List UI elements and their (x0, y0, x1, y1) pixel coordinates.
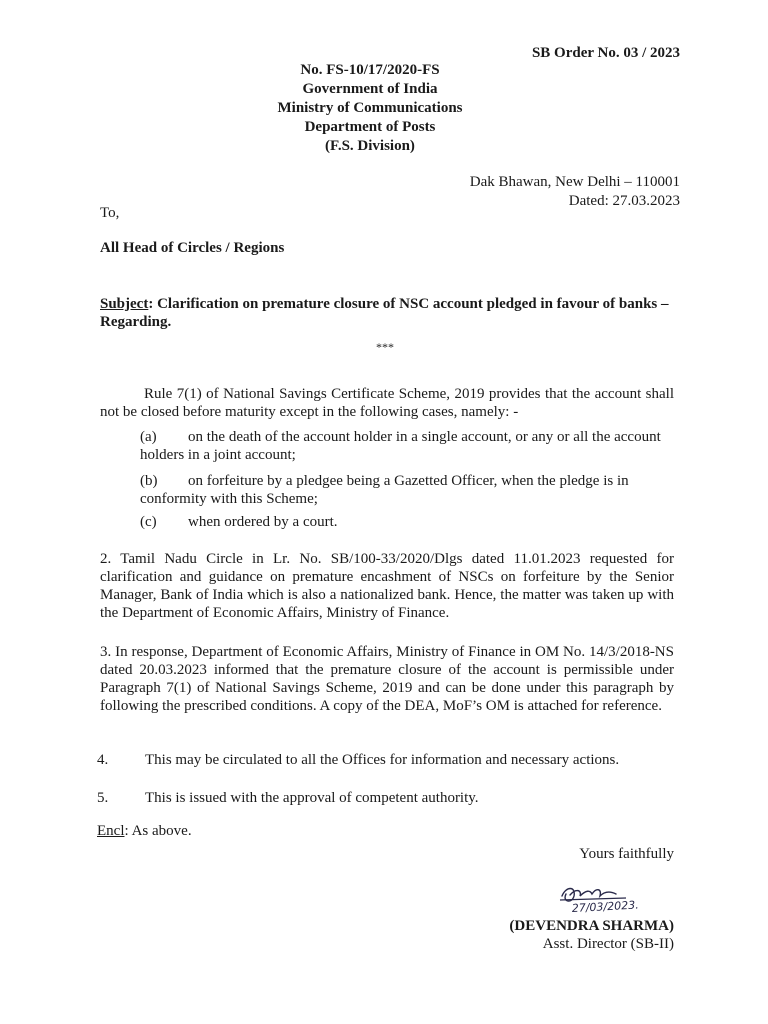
division-line: (F.S. Division) (325, 138, 415, 154)
paragraph-3: 3. In response, Department of Economic Affairs, Ministry of Finance in OM No. 14/3/2018-NS dated 20.03.2023 informed that the premature closure of the account is permissible under Paragraph 7(1) of National Savings Scheme, 2019 and can be done under this paragraph by following the prescribed conditions. A copy of the DEA, MoF’s OM is attached for reference. (100, 644, 674, 714)
place-date-block (470, 173, 680, 211)
enclosure-label: Encl (97, 823, 125, 839)
paragraph-2: 2. Tamil Nadu Circle in Lr. No. SB/100-33/2020/Dlgs dated 11.01.2023 requested for clarification and guidance on premature encashment of NSCs on forfeiture by the Senior Manager, Bank of India which is also a nationalized bank. Hence, the matter was taken up with the Department of Economic Affairs, Ministry of Finance. (100, 551, 674, 621)
handwritten-signature (556, 882, 676, 916)
subject (100, 295, 670, 331)
department-line: Department of Posts (304, 119, 436, 135)
clause-a (140, 428, 674, 464)
paragraph-4 (97, 752, 677, 769)
place: Dak Bhawan, New Delhi – 110001 (469, 174, 680, 190)
dated: Dated: 27.03.2023 (568, 193, 680, 209)
clause-label: (a) (140, 429, 157, 445)
signatory-designation: Asst. Director (SB-II) (542, 936, 674, 952)
enclosure-text: : As above. (124, 823, 192, 839)
paragraph-1: Rule 7(1) of National Savings Certificate Scheme, 2019 provides that the account shall not be closed before maturity except in the following cases, namely: - (100, 386, 674, 420)
addressee: All Head of Circles / Regions (100, 240, 285, 256)
separator-stars: *** (376, 340, 394, 354)
subject-label: Subject (100, 296, 149, 312)
clause-label: (b) (140, 473, 158, 489)
file-number: No. FS-10/17/2020-FS (300, 62, 440, 78)
subject-text: : Clarification on premature closure of NSC account pledged in favour of banks – Regarding. (100, 296, 669, 330)
clause-text: when ordered by a court. (188, 514, 338, 530)
clause-b (140, 472, 674, 508)
enclosure (97, 823, 192, 840)
government-line: Government of India (302, 81, 438, 97)
paragraph-text: This may be circulated to all the Offices for information and necessary actions. (145, 752, 620, 768)
clause-label: (c) (140, 514, 157, 530)
order-number: SB Order No. 03 / 2023 (531, 45, 680, 61)
clause-text: on the death of the account holder in a single account, or any or all the account holders in a joint account; (140, 429, 661, 463)
letterhead (250, 61, 490, 156)
paragraph-number: 4. (97, 752, 109, 768)
clause-text: on forfeiture by a pledgee being a Gazetted Officer, when the pledge is in conformity with this Scheme; (140, 473, 629, 507)
closing: Yours faithfully (579, 846, 674, 862)
paragraph-text: This is issued with the approval of competent authority. (145, 790, 479, 806)
to-label: To, (100, 205, 120, 221)
paragraph-number: 5. (97, 790, 109, 806)
signature-date: 27/03/2023. (571, 898, 639, 915)
signatory-name: (DEVENDRA SHARMA) (509, 918, 674, 934)
paragraph-5 (97, 790, 677, 807)
ministry-line: Ministry of Communications (277, 100, 463, 116)
clause-c (140, 513, 674, 531)
